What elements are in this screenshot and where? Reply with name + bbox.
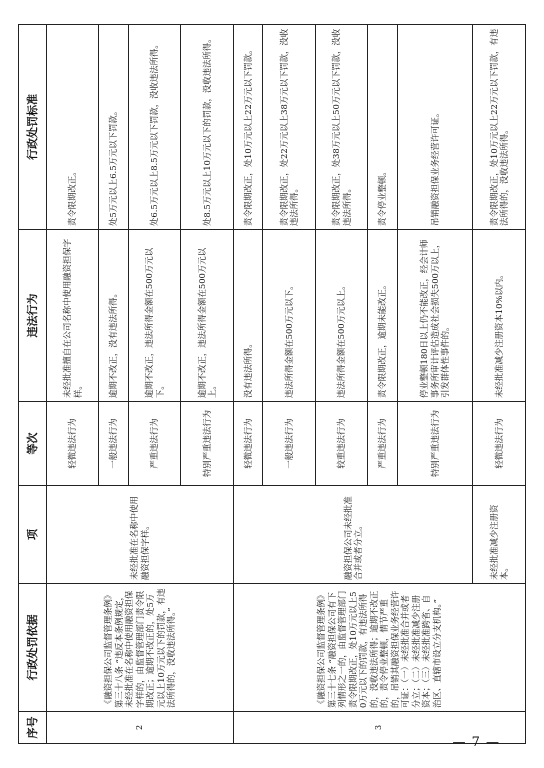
item-cell: 融资担保公司未经批准合并或者分立。: [233, 486, 472, 584]
standard-cell: 责令限期改正，处10万元以上22万元以下罚款。: [233, 25, 263, 230]
conduct-cell: 未经批准减少注册资本10%以内。: [473, 230, 526, 402]
header-item: 项: [19, 486, 47, 584]
header-row: [19, 25, 47, 744]
header-basis: 行政处罚依据: [19, 584, 47, 712]
level-cell: 轻微违法行为: [47, 402, 99, 486]
seq-cell: 3: [233, 712, 525, 744]
conduct-cell: 没有违法所得。: [233, 230, 263, 402]
standard-cell: 处8.5万元以上10万元以下的罚款，没收违法所得。: [181, 25, 233, 230]
header-level: 等次: [19, 402, 47, 486]
conduct-cell: 责令限期改正，逾期未能改正。: [368, 230, 398, 402]
standard-cell: 责令停业整顿。: [368, 25, 398, 230]
standard-cell: 责令限期改正，处22万元以上38万元以下罚款，没收违法所得。: [263, 25, 315, 230]
item-cell: 未经批准在名称中使用融资担保字样。: [47, 486, 234, 584]
header-conduct: 违法行为: [19, 230, 47, 402]
conduct-cell: 停业整顿180日以上仍不能改正，经会计师事务所审计评估造成社会损失500万以上，引发群体性事件的。: [397, 230, 472, 402]
level-cell: 轻微违法行为: [473, 402, 526, 486]
item-cell: 未经批准减少注册资本。: [473, 486, 526, 584]
level-cell: 一般违法行为: [263, 402, 315, 486]
rotated-page: [18, 24, 526, 744]
standard-cell: 责令限期改正，处10万元以上22万元以下罚款，有违法所得的，没收违法所得。: [473, 25, 526, 230]
conduct-cell: 未经批准擅自在公司名称中使用融资担保字样。: [47, 230, 99, 402]
header-standard: 行政处罚标准: [19, 25, 47, 230]
level-cell: 严重违法行为: [129, 402, 181, 486]
level-cell: 特别严重违法行为: [397, 402, 472, 486]
seq-cell: 2: [47, 712, 234, 744]
conduct-cell: 违法所得金额在500万元以下。: [263, 230, 315, 402]
standard-cell: 责令限期改正，处38万元以上50万元以下罚款，没收违法所得。: [315, 25, 367, 230]
standard-cell: 处6.5万元以上8.5万元以下罚款，没收违法所得。: [129, 25, 181, 230]
table-row: [233, 25, 263, 744]
level-cell: 一般违法行为: [99, 402, 129, 486]
basis-cell: 《融资担保公司监督管理条例》第三十八条 “违反本条例规定，未经批准在名称中使用融资担保字样的，由监督管理部门责令限期改正；逾期不改正的，处5万元以上10万元以下的罚款，有违法所得的，没收违法所得。”: [47, 584, 234, 712]
level-cell: 较重违法行为: [315, 402, 367, 486]
standard-cell: 处5万元以上6.5万元以下罚款。: [99, 25, 129, 230]
level-cell: 特别严重违法行为: [181, 402, 233, 486]
level-cell: 轻微违法行为: [233, 402, 263, 486]
standard-cell: 责令限期改正。: [47, 25, 99, 230]
conduct-cell: 违法所得金额在500万元以上。: [315, 230, 367, 402]
conduct-cell: 逾期不改正，违法所得金额在500万元以上。: [181, 230, 233, 402]
table-row: [47, 25, 99, 744]
header-seq: 序号: [19, 712, 47, 744]
basis-cell: 《融资担保公司监督管理条例》第三十七条 “融资担保公司有下列情形之一的，由监督管理部门责令限期改正，处10万元以上50万元以下的罚款，有违法所得的，没收违法所得；逾期不改正的，责令停业整顿，情节严重的，吊销其融资担保业务经营许可证：（一）未经批准合并或者分立；（二）未经批准减少注册资本；（三）未经批准跨省、自治区、直辖市设立分支机构。”: [233, 584, 525, 712]
conduct-cell: 逾期不改正，没有违法所得。: [99, 230, 129, 402]
conduct-cell: 逾期不改正，违法所得金额在500万元以下。: [129, 230, 181, 402]
level-cell: 严重违法行为: [368, 402, 398, 486]
page-number: — 7 —: [452, 735, 500, 750]
standard-cell: 吊销融资担保业务经营许可证。: [397, 25, 472, 230]
penalty-table: [18, 24, 526, 744]
